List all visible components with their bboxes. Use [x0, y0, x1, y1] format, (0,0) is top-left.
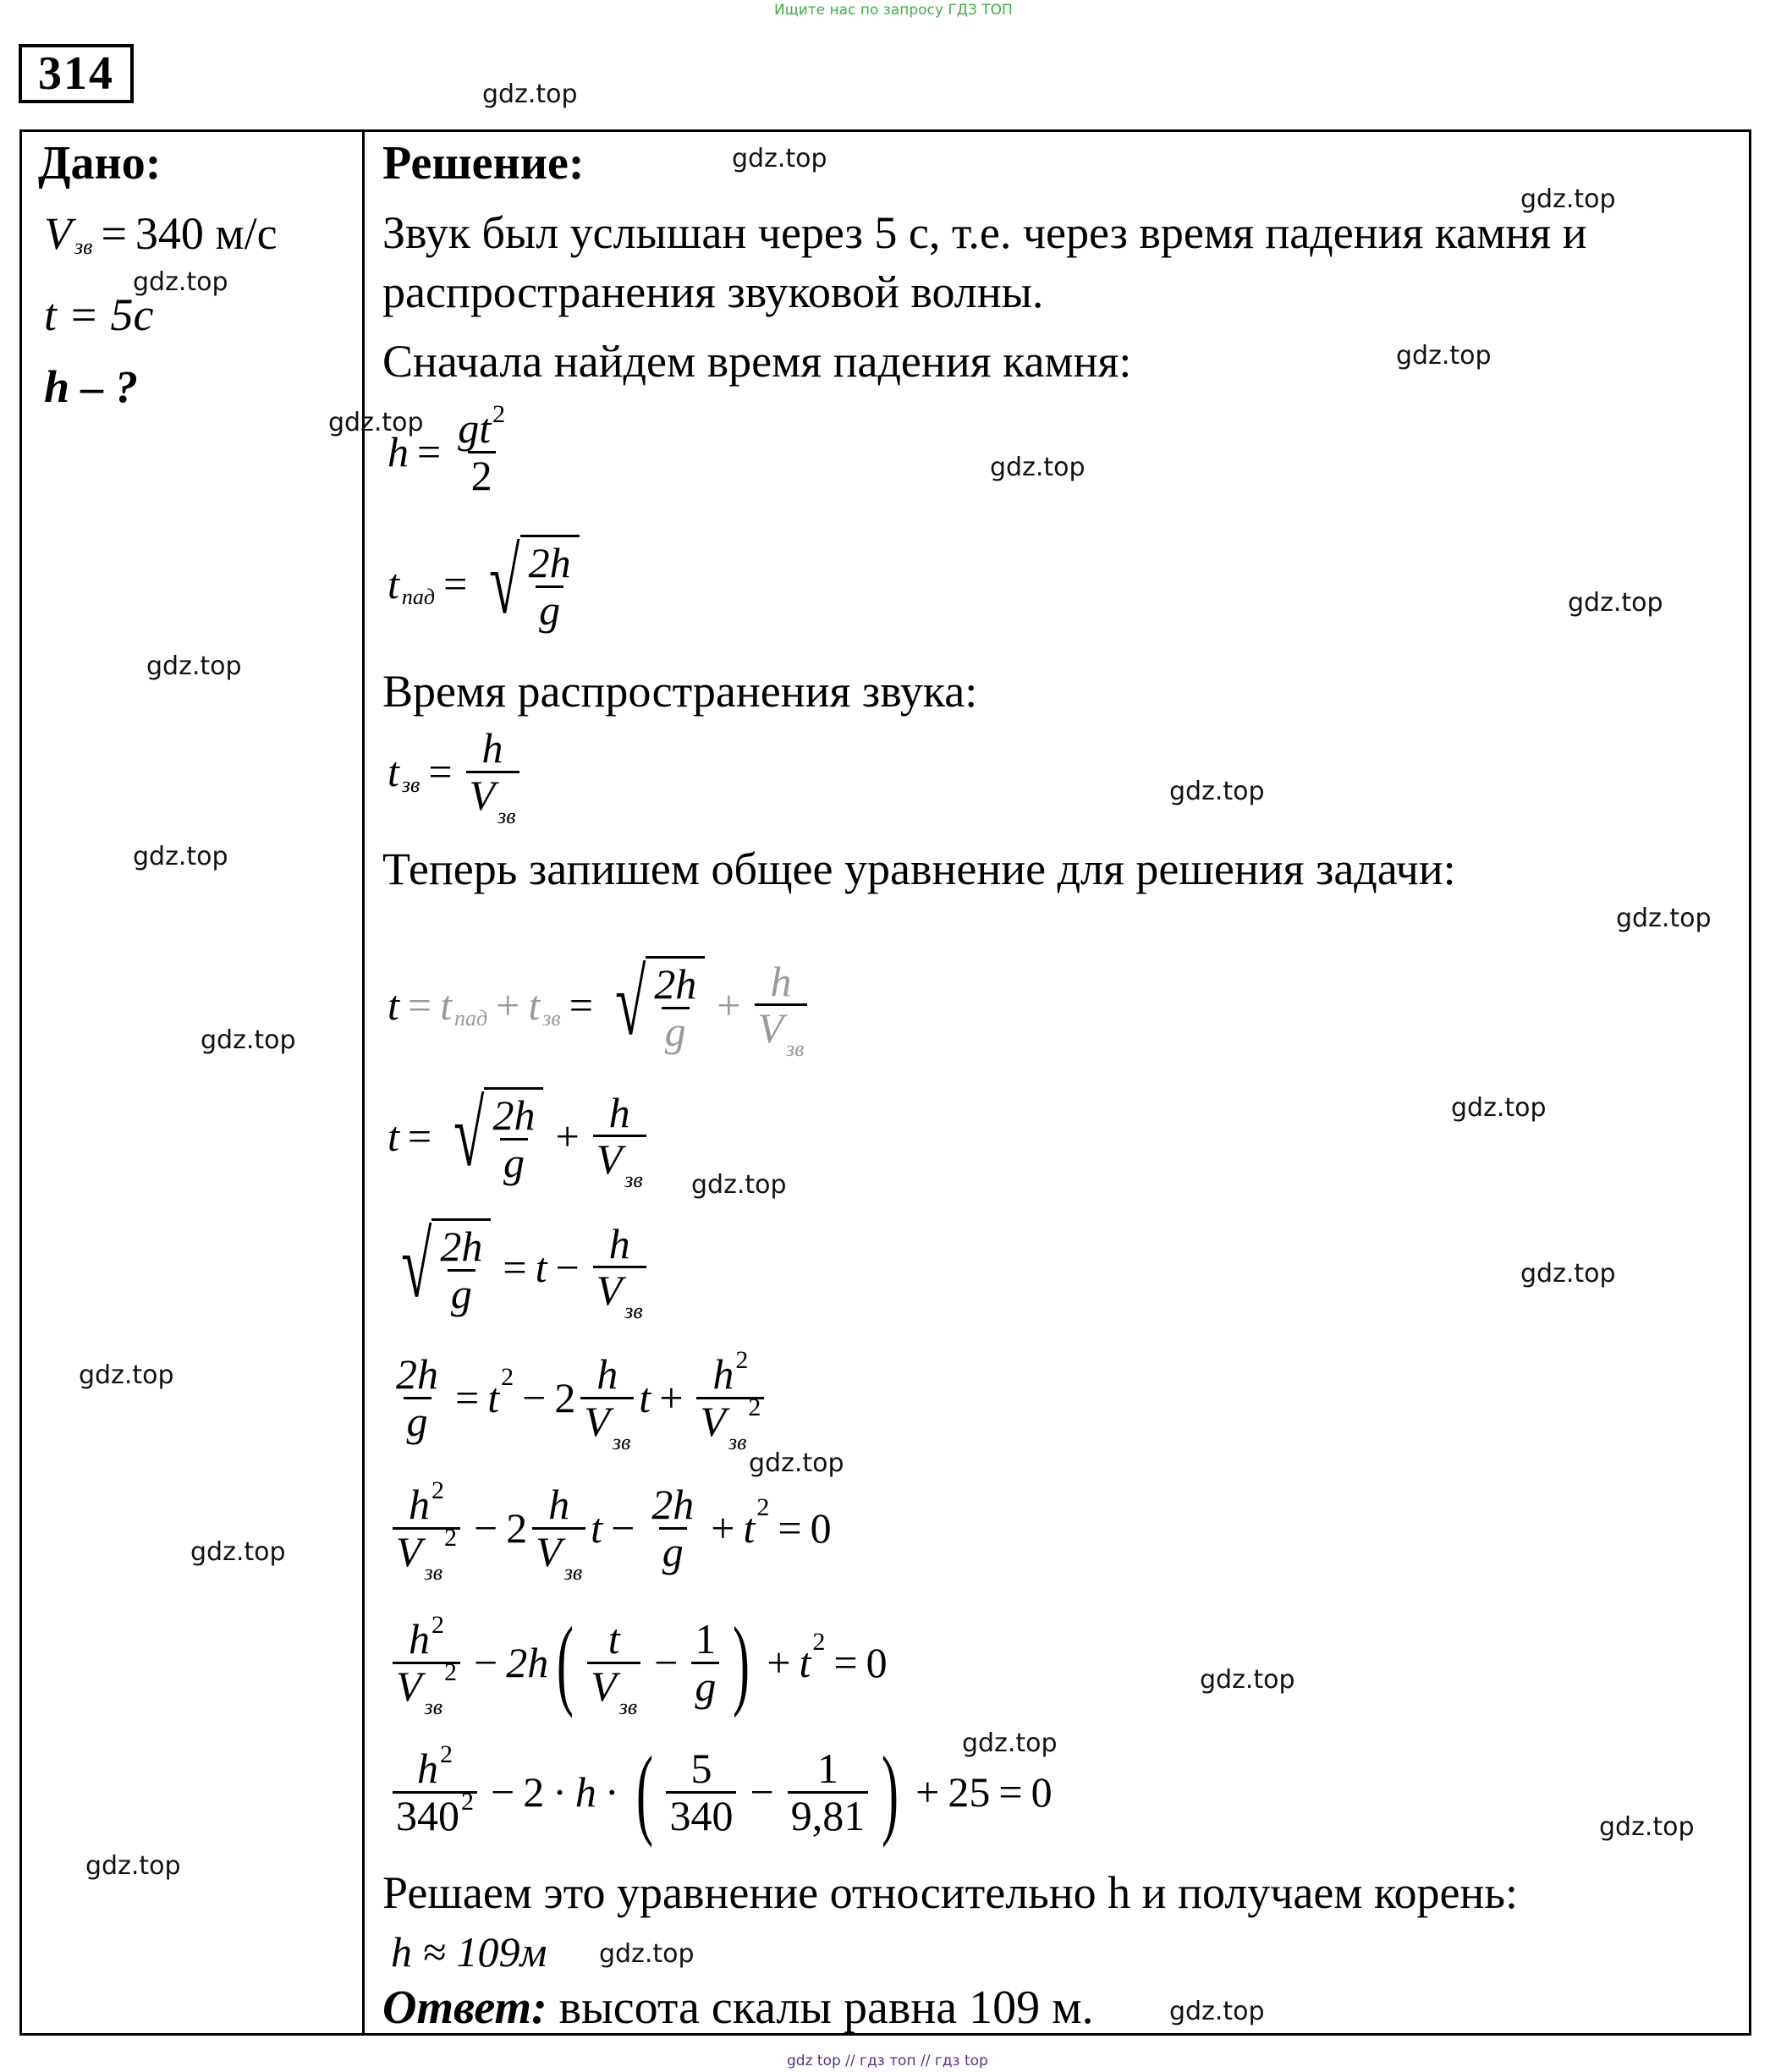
header-link[interactable]: Ищите нас по запросу ГДЗ ТОП [774, 2, 1013, 19]
formula-isolated-root: √ $\frac{2h}{g}$ = t − $\frac{h}{V _{зв}}$ [388, 1218, 651, 1316]
given-time: t = 5с [44, 289, 154, 340]
watermark: gdz.top [1616, 904, 1712, 933]
watermark: gdz.top [990, 453, 1086, 482]
watermark: gdz.top [691, 1170, 787, 1200]
watermark: gdz.top [482, 80, 578, 109]
watermark: gdz.top [599, 1939, 695, 1969]
watermark: gdz.top [749, 1448, 844, 1478]
watermark: gdz.top [1396, 341, 1492, 371]
given-unknown: h – ? [44, 361, 139, 412]
v-symbol: V [44, 208, 72, 259]
answer-line [382, 1981, 1094, 2034]
watermark: gdz.top [1451, 1093, 1547, 1123]
formula-rearranged: $\frac{h^2}{V _{зв}^2}$ − 2 $\frac{h}{V _{зв}}$ t − $\frac{2h}{g}$ + t 2 = 0 [388, 1482, 832, 1574]
formula-height: h = $\frac{gt^2}{2}$ [388, 400, 506, 499]
watermark: gdz.top [201, 1025, 296, 1055]
watermark: gdz.top [146, 651, 242, 681]
watermark: gdz.top [1169, 1997, 1265, 2026]
watermark: gdz.top [1520, 184, 1616, 214]
watermark: gdz.top [1169, 777, 1265, 806]
formula-squared: $\frac{2h}{g}$ = t 2 − 2 $\frac{h}{V _{зв}}$ t + $\frac{h^2}{V _{зв}^2}$ [388, 1352, 769, 1443]
paragraph-3: Время распространения звука: [382, 666, 978, 717]
solution-title: Решение: [382, 137, 585, 190]
v-value: 340 м/с [135, 208, 278, 259]
watermark: gdz.top [85, 1851, 181, 1881]
result-line: h ≈ 109м [391, 1928, 547, 1976]
formula-numeric: $\frac{h^2}{340^2}$ − 2 · h · ( $\frac{5}{340}$ − $\frac{1}{9,81}$ ) + 25 = 0 [388, 1741, 1053, 1843]
formula-factored: $\frac{h^2}{V _{зв}^2}$ − 2h ( $\frac{t}{V _{зв}}$ − $\frac{1}{g}$ ) + t 2 = 0 [388, 1612, 888, 1713]
formula-total-time: t = t пад + t зв = √ $\frac{2h}{g}$ + $\frac{h}{V _{зв}}$ [388, 956, 812, 1053]
watermark: gdz.top [79, 1360, 174, 1390]
answer-text: высота скалы равна 109 м. [558, 1981, 1094, 2034]
watermark: gdz.top [190, 1537, 286, 1567]
given-title: Дано: [38, 137, 162, 190]
paragraph-2: Сначала найдем время падения камня: [382, 336, 1132, 387]
formula-total-time-2: t = √ $\frac{2h}{g}$ + $\frac{h}{V _{зв}}$ [388, 1087, 651, 1184]
v-subscript: зв [74, 234, 93, 259]
paragraph-5: Решаем это уравнение относительно h и получаем корень: [382, 1867, 1518, 1918]
problem-number: 314 [19, 44, 134, 103]
watermark: gdz.top [133, 842, 228, 871]
watermark: gdz.top [1599, 1812, 1695, 1842]
formula-fall-time: t пад = √ $\frac{2h}{g}$ [388, 535, 583, 632]
watermark: gdz.top [133, 267, 228, 297]
footer-links[interactable]: gdz top // гдз топ // гдз top [787, 2053, 988, 2069]
watermark: gdz.top [1568, 588, 1663, 618]
watermark: gdz.top [1200, 1665, 1295, 1695]
watermark: gdz.top [328, 408, 424, 437]
answer-label: Ответ: [382, 1981, 547, 2034]
paragraph-1-line-2: распространения звуковой волны. [382, 267, 1044, 317]
formula-sound-time: t зв = $\frac{h}{V _{зв}}$ [388, 726, 525, 817]
watermark: gdz.top [732, 144, 827, 173]
paragraph-4: Теперь запишем общее уравнение для решения задачи: [382, 844, 1456, 894]
paragraph-1-line-1: Звук был услышан через 5 с, т.е. через время падения камня и [382, 207, 1587, 258]
given-velocity: V зв = 340 м/с [44, 208, 278, 259]
watermark: gdz.top [1520, 1259, 1616, 1289]
watermark: gdz.top [962, 1728, 1058, 1758]
